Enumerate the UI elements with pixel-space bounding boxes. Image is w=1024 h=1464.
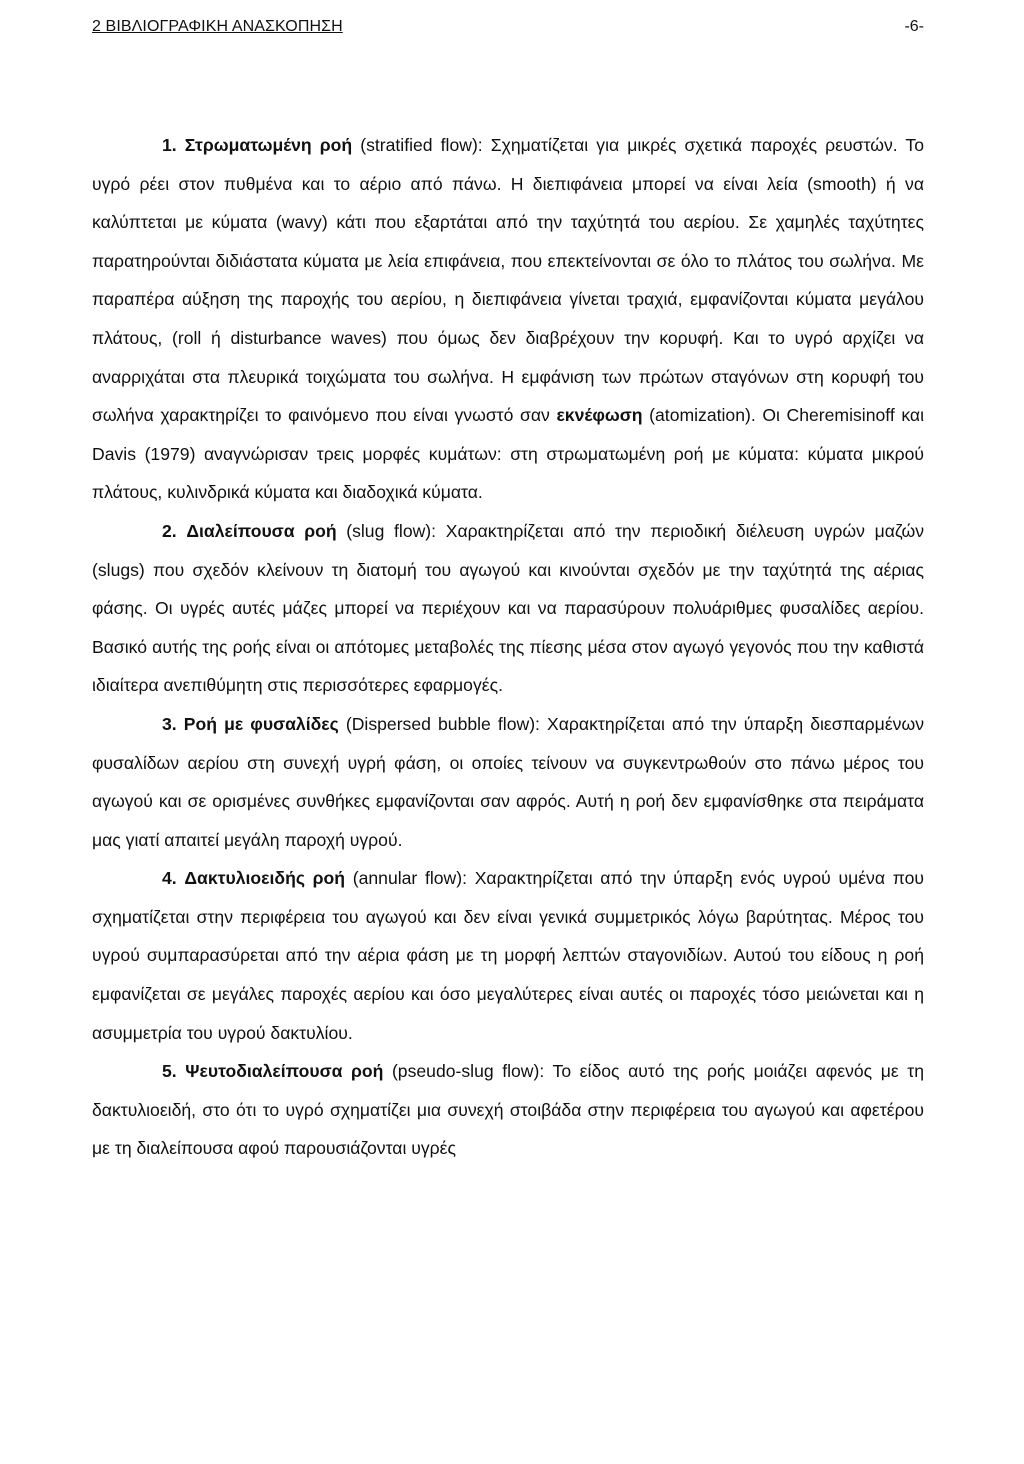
paragraph-text: (pseudo-slug flow): Το είδος αυτό της ροής μοιάζει αφενός με τη δακτυλιοειδή, στο ότι το υγρό σχηματίζει μια συνεχή στοιβάδα στην περιφέρεια του αγωγού και αφετέρου με τη διαλείπουσα αφού παρουσιάζονται υγρές xyxy=(92,1061,924,1159)
paragraph-pseudo-slug-flow xyxy=(92,1052,924,1168)
paragraph-text: (annular flow): Χαρακτηρίζεται από την ύπαρξη ενός υγρού υμένα που σχηματίζεται στην περιφέρεια του αγωγού και δεν είναι γενικά συμμετρικός λόγω βαρύτητας. Μέρος του υγρού συμπαρασύρεται από την αέρια φάση με τη μορφή λεπτών σταγονιδίων. Αυτού του είδους η ροή εμφανίζεται σε μεγάλες παροχές αερίου και όσο μεγαλύτερες είναι αυτές οι παροχές τόσο μειώνεται και η ασυμμετρία του υγρού δακτυλίου. xyxy=(92,868,925,1043)
paragraph-number: 2. xyxy=(162,520,177,541)
paragraph-term: Ψευτοδιαλείπουσα ροή xyxy=(185,1061,384,1082)
paragraph-stratified-flow xyxy=(92,126,924,512)
page-header xyxy=(92,17,924,41)
paragraph-term: Διαλείπουσα ροή xyxy=(186,520,337,541)
page-number: -6- xyxy=(904,18,924,35)
paragraph-bubble-flow xyxy=(92,705,924,859)
section-title: 2 ΒΙΒΛΙΟΓΡΑΦΙΚΗ ΑΝΑΣΚΟΠΗΣΗ xyxy=(92,18,343,35)
paragraph-text: (slug flow): Χαρακτηρίζεται από την περιοδική διέλευση υγρών μαζών (slugs) που σχεδόν κλείνουν τη διατομή του αγωγού και κινούνται σχεδόν με την ταχύτητά της αέριας φάσης. Οι υγρές αυτές μάζες μπορεί να περιέχουν και να παρασύρουν πολυάριθμες φυσαλίδες αερίου. Βασικό αυτής της ροής είναι οι απότομες μεταβολές της πίεσης μέσα στον αγωγό γεγονός που την καθιστά ιδιαίτερα ανεπιθύμητη στις περισσότερες εφαρμογές. xyxy=(92,520,924,696)
paragraph-text-continued: (atomization). Οι Cheremisinoff και Davis (1979) αναγνώρισαν τρεις μορφές κυμάτων: στη στρωματωμένη ροή με κύματα: κύματα μικρού πλάτους, κυλινδρικά κύματα και διαδοχικά κύματα. xyxy=(92,405,924,503)
paragraph-text: (Dispersed bubble flow): Χαρακτηρίζεται από την ύπαρξη διεσπαρμένων φυσαλίδων αερίου στη συνεχή υγρή φάση, οι οποίες τείνουν να συγκεντρωθούν στο πάνω μέρος του αγωγού και σε ορισμένες συνθήκες εμφανίζονται σαν αφρός. Αυτή η ροή δεν εμφανίσθηκε στα πειράματα μας γιατί απαιτεί μεγάλη παροχή υγρού. xyxy=(92,713,924,850)
paragraph-number: 3. xyxy=(162,713,177,734)
paragraph-term: Στρωματωμένη ροή xyxy=(184,135,353,155)
paragraph-term: Δακτυλιοειδής ροή xyxy=(184,868,346,889)
paragraph-number: 5. xyxy=(162,1061,177,1082)
paragraph-term: Ροή με φυσαλίδες xyxy=(183,713,339,734)
paragraph-text: (stratified flow): Σχηματίζεται για μικρές σχετικά παροχές ρευστών. Το υγρό ρέει στον πυθμένα και το αέριο από πάνω. Η διεπιφάνεια μπορεί να είναι λεία (smooth) ή να καλύπτεται με κύματα (wavy) κάτι που εξαρτάται από την ταχύτητά του αερίου. Σε χαμηλές ταχύτητες παρατηρούνται διδιάστατα κύματα με λεία επιφάνεια, που επεκτείνονται σε όλο το πλάτος του σωλήνα. Με παραπέρα αύξηση της παροχής του αερίου, η διεπιφάνεια γίνεται τραχιά, εμφανίζονται κύματα μεγάλου πλάτους, (roll ή disturbance waves) που όμως δεν διαβρέχουν την κορυφή. Και το υγρό αρχίζει να αναρριχάται στα πλευρικά τοιχώματα του σωλήνα. Η εμφάνιση των πρώτων σταγόνων στη κορυφή του σωλήνα χαρακτηρίζει το φαινόμενο που είναι γνωστό σαν xyxy=(92,135,924,426)
paragraph-slug-flow xyxy=(92,512,924,705)
body-text xyxy=(92,126,924,1168)
paragraph-number: 1. xyxy=(162,135,177,155)
paragraph-number: 4. xyxy=(162,868,177,889)
paragraph-term-atomization: εκνέφωση xyxy=(556,405,643,426)
paragraph-annular-flow xyxy=(92,859,924,1052)
